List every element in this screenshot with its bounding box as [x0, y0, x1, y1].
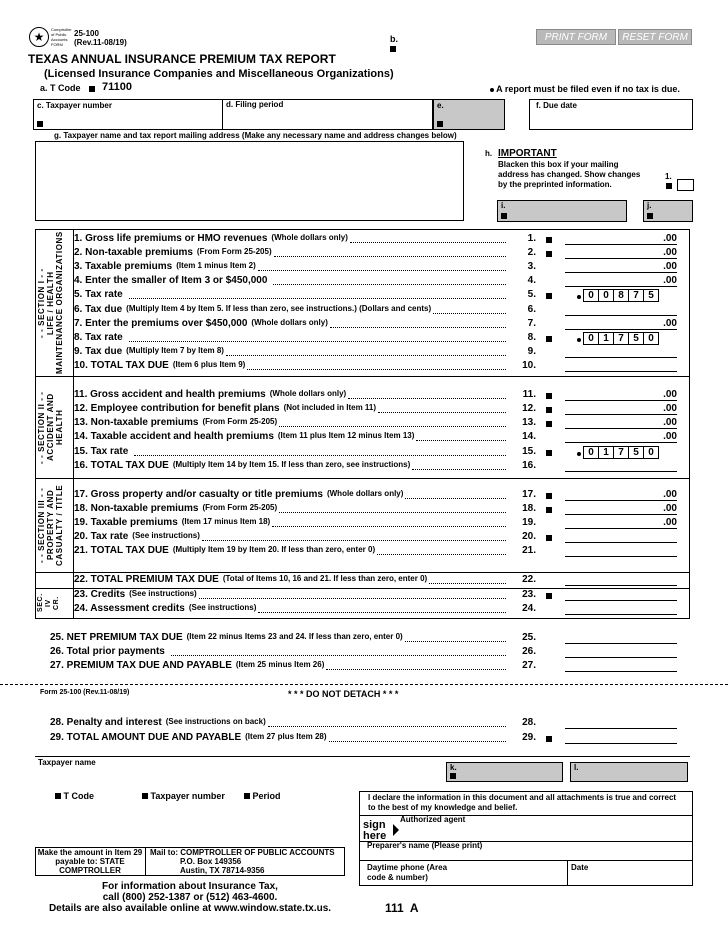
- line-item-5-rate: [583, 289, 659, 302]
- line-item-1-number: 1.: [527, 233, 536, 244]
- line-item-23-marker: [546, 593, 552, 599]
- mailing-address-field[interactable]: [35, 141, 464, 221]
- declaration-text: I declare the information in this document and all attachments is true and correct to the best of my knowledge and belief.: [368, 793, 677, 812]
- line-item-19-label: 19. Taxable premiums (Item 17 minus Item 18): [74, 517, 508, 531]
- city: Austin, TX 78714-9356: [180, 866, 265, 875]
- line-item-11-amount[interactable]: .00: [565, 389, 677, 401]
- reset-form-button[interactable]: RESET FORM: [618, 29, 692, 45]
- section-2-label: - - SECTION II - - ACCIDENT AND HEALTH: [37, 391, 64, 464]
- info-line-1: For information about Insurance Tax,: [102, 881, 278, 892]
- line-item-20-label: 20. Tax rate (See instructions): [74, 531, 508, 545]
- line-item-21-number: 21.: [522, 545, 536, 556]
- line-item-4-amount[interactable]: .00: [565, 275, 677, 287]
- line-item-21-amount[interactable]: [565, 545, 677, 557]
- line-item-25-number: 25.: [522, 632, 536, 643]
- comptroller-seal-icon: ★: [29, 27, 49, 47]
- rate-digit: 0: [588, 290, 594, 301]
- do-not-detach: * * * DO NOT DETACH * * *: [288, 689, 399, 699]
- line-item-3-label: 3. Taxable premiums (Item 1 minus Item 2): [74, 261, 508, 275]
- due-date-field[interactable]: f. Due date: [529, 99, 693, 130]
- form-subtitle: (Licensed Insurance Companies and Miscellaneous Organizations): [44, 68, 394, 80]
- decimal-point-icon: [577, 295, 581, 299]
- mail-to-text: Mail to: COMPTROLLER OF PUBLIC ACCOUNTS: [150, 848, 335, 857]
- line-item-29-number: 29.: [522, 732, 536, 743]
- rate-digit: 5: [643, 290, 658, 301]
- line-item-10-amount[interactable]: [565, 360, 677, 372]
- info-line-3: Details are also available online at www.window.state.tx.us.: [48, 903, 332, 914]
- taxpayer-number-field[interactable]: c. Taxpayer number: [33, 99, 433, 130]
- line-item-4-number: 4.: [527, 275, 536, 286]
- line-item-2-marker: [546, 251, 552, 257]
- authorized-agent-label: Authorized agent: [400, 815, 466, 824]
- line-item-6-amount[interactable]: [565, 304, 677, 316]
- t-code-bottom: T Code: [55, 791, 94, 801]
- line-item-18-number: 18.: [522, 503, 536, 514]
- line-item-14-label: 14. Taxable accident and health premiums (Item 11 plus Item 12 minus Item 13): [74, 431, 508, 445]
- form-number: 25-100: [74, 29, 99, 38]
- line-item-5-marker: [546, 293, 552, 299]
- bullet-icon: [490, 88, 494, 92]
- line-item-6-number: 6.: [527, 304, 536, 315]
- line-item-8-marker: [546, 336, 552, 342]
- line-item-13-label: 13. Non-taxable premiums (From Form 25-205): [74, 417, 508, 431]
- line-item-15-rate: [583, 446, 659, 459]
- rate-digit: 0: [588, 333, 594, 344]
- line-item-2-amount[interactable]: .00: [565, 247, 677, 259]
- line-item-23-label: 23. Credits (See instructions): [74, 589, 508, 603]
- line-item-28-label: 28. Penalty and interest (See instructions on back): [50, 717, 508, 731]
- line-item-9-amount[interactable]: [565, 346, 677, 358]
- line-item-6-label: 6. Tax due (Multiply Item 4 by Item 5. If less than zero, see instructions.) (Dollars and cents): [74, 304, 508, 318]
- line-item-8-rate: [583, 332, 659, 345]
- date-label: Date: [571, 863, 589, 872]
- form-code: 111 A: [385, 901, 419, 915]
- line-item-22-amount[interactable]: [565, 574, 677, 586]
- line-item-17-marker: [546, 493, 552, 499]
- mailing-address-label: g. Taxpayer name and tax report mailing address (Make any necessary name and address changes below): [54, 131, 457, 140]
- line-item-25-label: 25. NET PREMIUM TAX DUE (Item 22 minus Items 23 and 24. If less than zero, enter 0): [50, 632, 508, 646]
- line-item-29-marker: [546, 736, 552, 742]
- line-item-24-label: 24. Assessment credits (See instructions): [74, 603, 508, 617]
- field-b-marker: [390, 46, 396, 52]
- print-form-button[interactable]: PRINT FORM: [536, 29, 616, 45]
- po-box: P.O. Box 149356: [180, 857, 242, 866]
- field-h-label: h.: [485, 149, 493, 158]
- line-item-1-marker: [546, 237, 552, 243]
- line-item-13-marker: [546, 421, 552, 427]
- line-item-20-amount[interactable]: [565, 531, 677, 543]
- line-item-22-number: 22.: [522, 574, 536, 585]
- line-item-27-number: 27.: [522, 660, 536, 671]
- section-4-label: SEC. IV CR.: [37, 593, 60, 613]
- line-item-12-label: 12. Employee contribution for benefit plans (Not included in Item 11): [74, 403, 508, 417]
- line-item-15-label: 15. Tax rate: [74, 446, 508, 460]
- line-item-9-label: 9. Tax due (Multiply Item 7 by Item 8): [74, 346, 508, 360]
- logo-text: Comptroller of Public Accounts FORM: [51, 27, 72, 47]
- line-item-1-label: 1. Gross life premiums or HMO revenues (Whole dollars only): [74, 233, 508, 247]
- line-item-2-label: 2. Non-taxable premiums (From Form 25-205): [74, 247, 508, 261]
- line-item-1-amount[interactable]: .00: [565, 233, 677, 245]
- t-code-marker: [89, 86, 95, 92]
- line-item-14-number: 14.: [522, 431, 536, 442]
- line-item-13-number: 13.: [522, 417, 536, 428]
- line-item-12-marker: [546, 407, 552, 413]
- field-1-label: 1.: [665, 172, 672, 181]
- rate-digit: 7: [613, 447, 628, 458]
- line-item-9-number: 9.: [527, 346, 536, 357]
- line-item-7-label: 7. Enter the premiums over $450,000 (Whole dollars only): [74, 318, 508, 332]
- t-code-label: a. T Code: [40, 83, 81, 93]
- form-title: TEXAS ANNUAL INSURANCE PREMIUM TAX REPORT: [28, 52, 336, 66]
- line-item-10-label: 10. TOTAL TAX DUE (Item 6 plus Item 9): [74, 360, 508, 374]
- line-item-27-label: 27. PREMIUM TAX DUE AND PAYABLE (Item 25 minus Item 26): [50, 660, 508, 674]
- line-item-5-number: 5.: [527, 289, 536, 300]
- filing-period-label: d. Filing period: [226, 100, 284, 109]
- line-item-21-label: 21. TOTAL TAX DUE (Multiply Item 19 by Item 20. If less than zero, enter 0): [74, 545, 508, 559]
- line-item-11-number: 11.: [522, 389, 536, 400]
- line-item-26-number: 26.: [522, 646, 536, 657]
- line-item-18-amount[interactable]: .00: [565, 503, 677, 515]
- line-item-7-amount[interactable]: .00: [565, 318, 677, 330]
- form-revision: (Rev.11-08/19): [74, 38, 127, 47]
- signature-line[interactable]: [398, 824, 688, 840]
- section-1-label: - - SECTION I - - LIFE / HEALTH MAINTENANCE ORGANIZATIONS: [37, 231, 64, 374]
- line-item-8-label: 8. Tax rate: [74, 332, 508, 346]
- detach-form-id: Form 25-100 (Rev.11-08/19): [40, 689, 130, 696]
- decimal-point-icon: [577, 452, 581, 456]
- make-payable-text: Make the amount in Item 29 payable to: STATE COMPTROLLER: [37, 848, 143, 875]
- line-item-20-marker: [546, 535, 552, 541]
- rate-digit: 0: [588, 447, 594, 458]
- section-3-label: - - SECTION III - - PROPERTY AND CASUALTY / TITLE: [37, 484, 64, 566]
- line-item-12-amount[interactable]: .00: [565, 403, 677, 415]
- rate-digit: 5: [628, 447, 643, 458]
- taxpayer-number-bottom: Taxpayer number: [142, 791, 225, 801]
- line-item-7-number: 7.: [527, 318, 536, 329]
- line-item-16-number: 16.: [522, 460, 536, 471]
- line-item-10-number: 10.: [522, 360, 536, 371]
- decimal-point-icon: [577, 338, 581, 342]
- line-item-16-label: 16. TOTAL TAX DUE (Multiply Item 14 by Item 15. If less than zero, see instructions): [74, 460, 508, 474]
- rate-digit: 5: [628, 333, 643, 344]
- rate-digit: 1: [598, 333, 613, 344]
- filing-notice: A report must be filed even if no tax is due.: [490, 84, 680, 94]
- line-item-23-amount[interactable]: [565, 589, 677, 601]
- line-item-23-number: 23.: [522, 589, 536, 600]
- line-item-27-amount[interactable]: [565, 660, 677, 672]
- line-item-29-label: 29. TOTAL AMOUNT DUE AND PAYABLE (Item 27 plus Item 28): [50, 732, 508, 746]
- line-item-17-label: 17. Gross property and/or casualty or title premiums (Whole dollars only): [74, 489, 508, 503]
- line-item-17-amount[interactable]: .00: [565, 489, 677, 501]
- info-line-2: call (800) 252-1387 or (512) 463-4600.: [102, 892, 278, 903]
- line-item-28-number: 28.: [522, 717, 536, 728]
- line-item-20-number: 20.: [522, 531, 536, 542]
- sign-here-label: sign here: [363, 819, 387, 842]
- line-item-18-label: 18. Non-taxable premiums (From Form 25-205): [74, 503, 508, 517]
- line-item-25-amount[interactable]: [565, 632, 677, 644]
- line-item-26-label: 26. Total prior payments: [50, 646, 508, 660]
- line-item-29-amount[interactable]: [565, 732, 677, 744]
- field-i: i.: [497, 200, 627, 222]
- rate-digit: 0: [643, 447, 658, 458]
- rate-digit: 0: [643, 333, 658, 344]
- line-item-14-amount[interactable]: .00: [565, 431, 677, 443]
- line-item-8-number: 8.: [527, 332, 536, 343]
- perforation-line: [0, 684, 728, 685]
- line-item-17-number: 17.: [522, 489, 536, 500]
- period-bottom: Period: [244, 791, 281, 801]
- line-item-3-number: 3.: [527, 261, 536, 272]
- field-j: j.: [643, 200, 693, 222]
- field-k: k.: [446, 762, 563, 782]
- t-code-value: 71100: [102, 81, 132, 93]
- daytime-phone-label: Daytime phone (Area code & number): [367, 863, 448, 882]
- line-item-19-amount[interactable]: .00: [565, 517, 677, 529]
- line-item-24-amount[interactable]: [565, 603, 677, 615]
- taxpayer-name-label: Taxpayer name: [38, 758, 96, 767]
- important-text: Blacken this box if your mailing address has changed. Show changes by the preprinted information.: [498, 160, 641, 189]
- address-changed-checkbox[interactable]: [677, 179, 694, 191]
- line-item-5-label: 5. Tax rate: [74, 289, 508, 303]
- line-item-11-label: 11. Gross accident and health premiums (Whole dollars only): [74, 389, 508, 403]
- preparer-label: Preparer's name (Please print): [367, 841, 483, 850]
- line-item-22-label: 22. TOTAL PREMIUM TAX DUE (Total of Items 10, 16 and 21. If less than zero, enter 0): [74, 574, 508, 588]
- line-item-2-number: 2.: [527, 247, 536, 258]
- rate-digit: 0: [598, 290, 613, 301]
- field-b-label: b.: [390, 34, 398, 44]
- line-item-3-amount[interactable]: .00: [565, 261, 677, 273]
- line-item-12-number: 12.: [522, 403, 536, 414]
- line-item-24-number: 24.: [522, 603, 536, 614]
- rate-digit: 7: [613, 333, 628, 344]
- line-item-11-marker: [546, 393, 552, 399]
- field-l: l.: [570, 762, 688, 782]
- important-label: IMPORTANT: [498, 148, 557, 159]
- line-item-4-label: 4. Enter the smaller of Item 3 or $450,000: [74, 275, 508, 289]
- line-item-16-amount[interactable]: [565, 460, 677, 472]
- rate-digit: 8: [613, 290, 628, 301]
- line-item-13-amount[interactable]: .00: [565, 417, 677, 429]
- rate-digit: 7: [628, 290, 643, 301]
- line-item-15-number: 15.: [522, 446, 536, 457]
- line-item-26-amount[interactable]: [565, 646, 677, 658]
- line-item-18-marker: [546, 507, 552, 513]
- line-item-15-marker: [546, 450, 552, 456]
- field-e: e.: [433, 99, 505, 130]
- rate-digit: 1: [598, 447, 613, 458]
- line-item-19-number: 19.: [522, 517, 536, 528]
- line-item-28-amount[interactable]: [565, 717, 677, 729]
